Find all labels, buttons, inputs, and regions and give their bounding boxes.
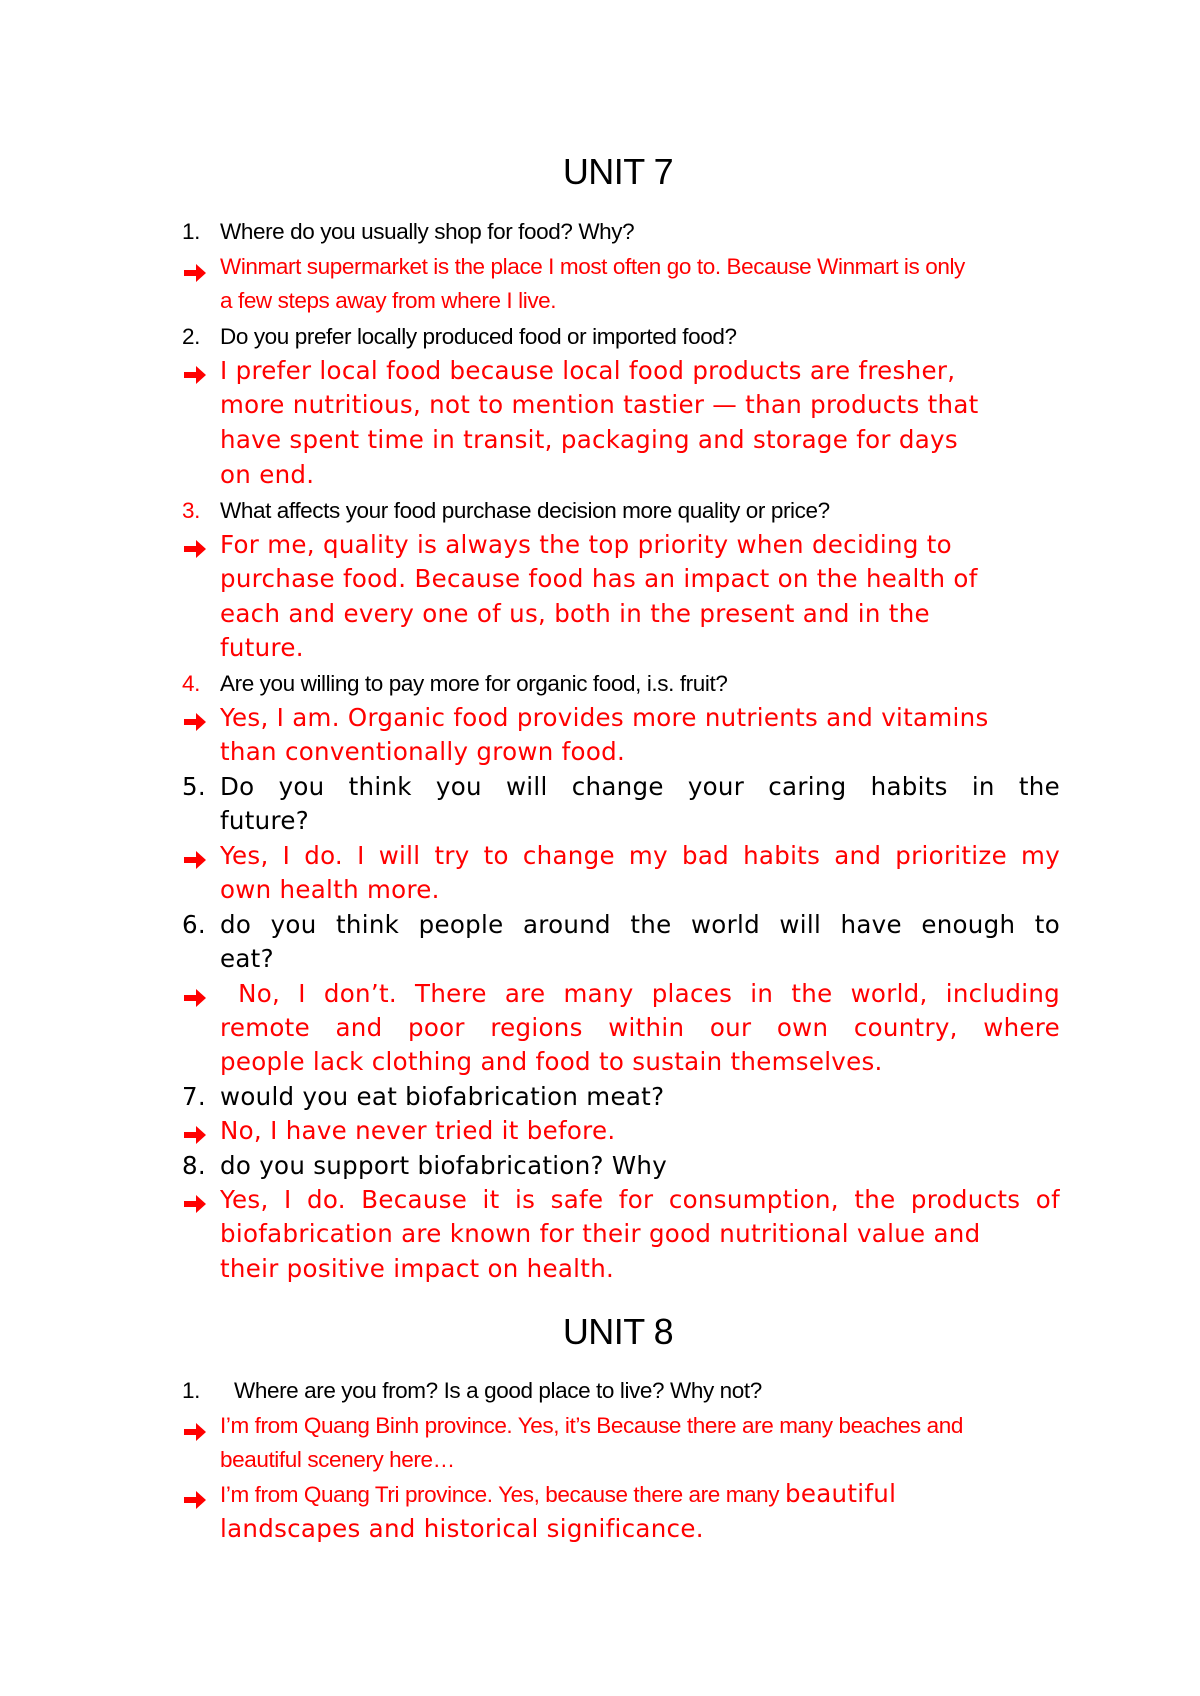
question-5-number: 5. (182, 772, 206, 801)
answer-3-line-2: purchase food. Because food has an impact on the health of (220, 564, 978, 593)
question-5-line-2: future? (220, 806, 309, 835)
right-arrow-icon (182, 538, 208, 560)
unit-8-question-1-number: 1. (182, 1378, 200, 1403)
question-8-text: do you support biofabrication? Why (220, 1151, 668, 1180)
unit-8-answer-2-line-1-end: beautiful (785, 1479, 897, 1508)
question-8-number: 8. (182, 1151, 206, 1180)
question-2-text: Do you prefer locally produced food or imported food? (220, 324, 737, 349)
answer-6-line-3: people lack clothing and food to sustain themselves. (220, 1047, 883, 1076)
right-arrow-icon (182, 364, 208, 386)
answer-4-line-2: than conventionally grown food. (220, 737, 626, 766)
question-7-text: would you eat biofabrication meat? (220, 1082, 665, 1111)
question-2-number: 2. (182, 324, 200, 349)
question-6-number: 6. (182, 910, 206, 939)
answer-6-line-2: remote and poor regions within our own country, where (220, 1013, 1060, 1042)
question-4-text: Are you willing to pay more for organic food, i.s. fruit? (220, 671, 728, 696)
right-arrow-icon (182, 849, 208, 871)
unit-8-answer-2-line-1-start: I’m from Quang Tri province. Yes, because there are many (220, 1482, 785, 1507)
question-3-number: 3. (182, 498, 200, 523)
answer-5-line-2: own health more. (220, 875, 440, 904)
answer-3-line-4: future. (220, 633, 304, 662)
right-arrow-icon (182, 1193, 208, 1215)
unit-8-answer-1-line-2: beautiful scenery here… (220, 1447, 455, 1472)
unit-8-title: UNIT 8 (562, 1311, 674, 1352)
answer-2-line-3: have spent time in transit, packaging and storage for days (220, 425, 958, 454)
unit-7-title: UNIT 7 (562, 151, 674, 192)
answer-6-line-1: No, I don’t. There are many places in the world, including (220, 979, 1060, 1008)
unit-8-answer-2-line-2: landscapes and historical significance. (220, 1514, 704, 1543)
answer-8-line-3: their positive impact on health. (220, 1254, 615, 1283)
answer-3-line-1: For me, quality is always the top priority when deciding to (220, 530, 952, 559)
answer-3-line-3: each and every one of us, both in the present and in the (220, 599, 930, 628)
answer-8-line-1: Yes, I do. Because it is safe for consumption, the products of (220, 1185, 1060, 1214)
question-1-number: 1. (182, 219, 200, 244)
question-6-line-2: eat? (220, 944, 274, 973)
right-arrow-icon (182, 711, 208, 733)
right-arrow-icon (182, 1421, 208, 1443)
answer-4-line-1: Yes, I am. Organic food provides more nutrients and vitamins (220, 703, 989, 732)
right-arrow-icon (182, 262, 208, 284)
question-3-text: What affects your food purchase decision more quality or price? (220, 498, 830, 523)
right-arrow-icon (182, 1124, 208, 1146)
answer-5-line-1: Yes, I do. I will try to change my bad habits and prioritize my (220, 841, 1060, 870)
answer-1-line-1: Winmart supermarket is the place I most often go to. Because Winmart is only (220, 254, 965, 279)
answer-1-line-2: a few steps away from where I live. (220, 288, 557, 313)
answer-7-line-1: No, I have never tried it before. (220, 1116, 616, 1145)
unit-8-answer-1-line-1: I’m from Quang Binh province. Yes, it’s Because there are many beaches and (220, 1413, 963, 1438)
question-1-text: Where do you usually shop for food? Why? (220, 219, 635, 244)
answer-2-line-1: I prefer local food because local food products are fresher, (220, 356, 956, 385)
answer-2-line-2: more nutritious, not to mention tastier — than products that (220, 390, 979, 419)
right-arrow-icon (182, 1489, 208, 1511)
right-arrow-icon (182, 987, 208, 1009)
question-4-number: 4. (182, 671, 200, 696)
question-6-line-1: do you think people around the world will have enough to (220, 910, 1060, 939)
answer-8-line-2: biofabrication are known for their good nutritional value and (220, 1219, 981, 1248)
question-7-number: 7. (182, 1082, 206, 1111)
unit-8-answer-2-line-1 (220, 1477, 1060, 1512)
answer-2-line-4: on end. (220, 460, 315, 489)
question-5-line-1: Do you think you will change your caring habits in the (220, 772, 1060, 801)
unit-8-question-1-text: Where are you from? Is a good place to live? Why not? (234, 1378, 762, 1403)
